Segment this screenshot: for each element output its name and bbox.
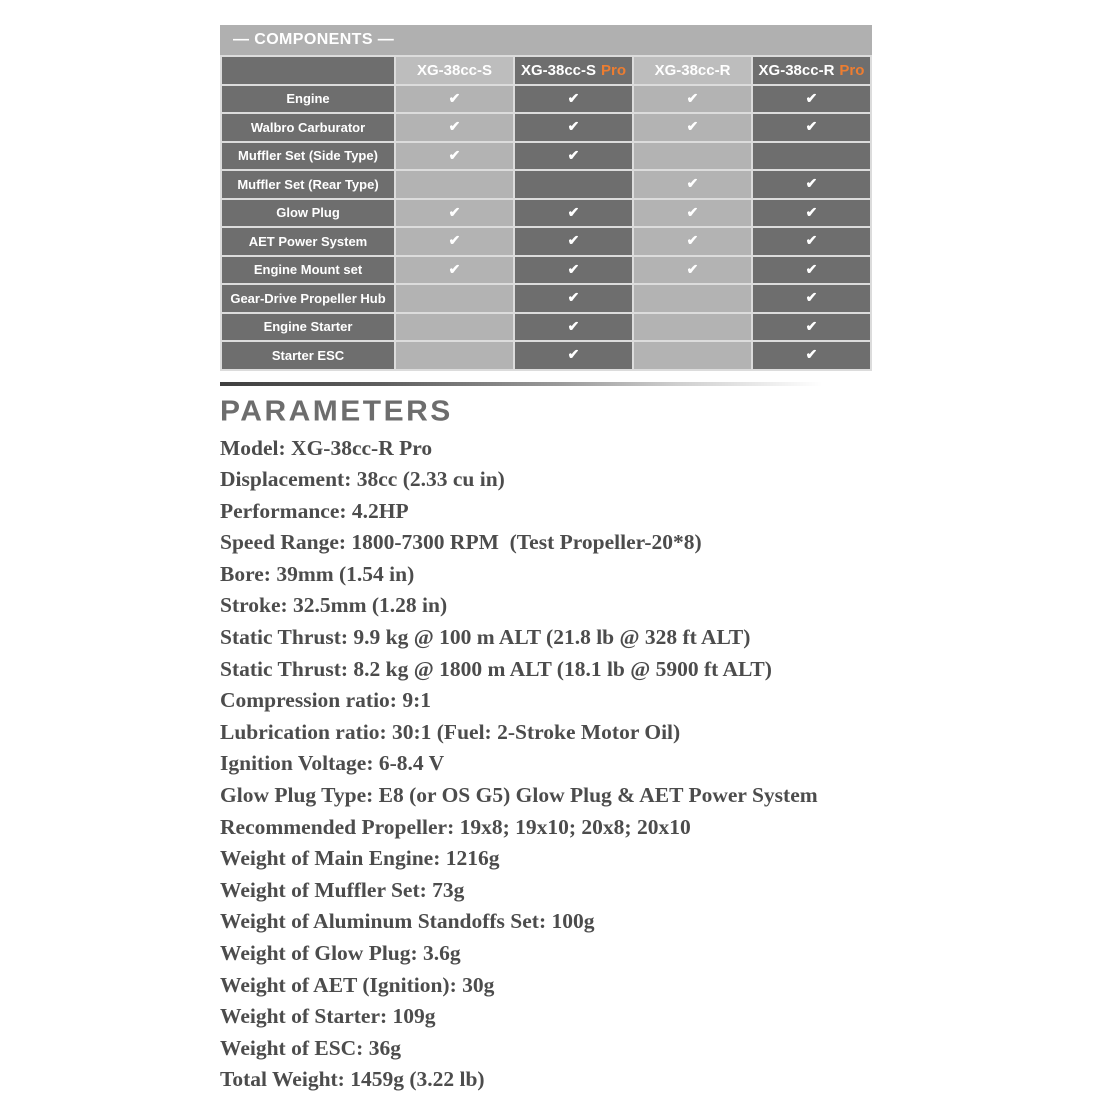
check-icon: ✔ [805,289,818,306]
component-row [222,228,870,255]
check-icon: ✔ [805,260,818,277]
check-icon: ✔ [567,118,580,135]
component-row-label: Engine [222,86,394,113]
component-row-label: Muffler Set (Side Type) [222,143,394,170]
column-header-name: XG-38cc-R [654,61,731,79]
component-check-cell [634,228,751,255]
check-icon: ✔ [567,289,580,306]
components-title-band [220,25,872,55]
component-check-cell [634,171,751,198]
parameter-line: Performance: 4.2HP [220,498,409,523]
component-check-cell [515,171,632,198]
component-check-cell [515,257,632,284]
component-check-cell [634,86,751,113]
parameter-line: Weight of Glow Plug: 3.6g [220,941,461,965]
component-row-label: Walbro Carburator [222,114,394,141]
component-check-cell [396,314,513,341]
check-icon: ✔ [567,89,580,106]
component-check-cell [515,143,632,170]
parameter-line: Total Weight: 1459g (3.22 lb) [220,1067,485,1092]
check-icon: ✔ [567,260,580,277]
column-header-pro-badge: Pro [839,61,865,79]
parameter-line: Bore: 39mm (1.54 in) [220,561,415,586]
component-check-cell [396,200,513,227]
parameter-line: Weight of AET (Ignition): 30g [220,972,495,997]
check-icon: ✔ [686,260,699,277]
component-row-label: AET Power System [222,228,394,255]
component-check-cell [753,342,870,369]
check-icon: ✔ [567,203,580,220]
column-header-name: XG-38cc-S [416,61,493,79]
check-icon: ✔ [448,146,461,163]
component-row [222,143,870,170]
section-divider [220,382,875,386]
column-header [634,57,751,84]
component-check-cell [634,285,751,312]
check-icon: ✔ [805,346,818,363]
component-check-cell [753,285,870,312]
component-check-cell [396,143,513,170]
parameter-line: Displacement: 38cc (2.33 cu in) [220,467,505,492]
column-header-name: XG-38cc-S [520,61,597,79]
check-icon: ✔ [686,89,699,106]
component-check-cell [396,342,513,369]
component-row [222,86,870,113]
component-row-label: Muffler Set (Rear Type) [222,171,394,198]
component-row-label: Engine Starter [222,314,394,341]
check-icon: ✔ [686,232,699,249]
column-header-pro-badge: Pro [601,61,627,79]
component-check-cell [515,114,632,141]
check-icon: ✔ [805,89,818,106]
component-check-cell [396,86,513,113]
parameter-line: Ignition Voltage: 6-8.4 V [220,751,445,776]
component-check-cell [396,114,513,141]
check-icon: ✔ [805,317,818,334]
parameter-line: Speed Range: 1800-7300 RPM (Test Propeller-20*8) [220,530,702,555]
column-header [515,57,632,84]
component-check-cell [634,257,751,284]
parameter-line: Compression ratio: 9:1 [220,688,432,713]
check-icon: ✔ [805,118,818,135]
component-check-cell [634,143,751,170]
check-icon: ✔ [805,175,818,192]
parameter-line: Weight of Aluminum Standoffs Set: 100g [220,909,595,934]
check-icon: ✔ [805,203,818,220]
column-header [753,57,870,84]
component-check-cell [634,114,751,141]
parameter-line: Glow Plug Type: E8 (or OS G5) Glow Plug & AET Power System [220,783,818,808]
parameter-line: Lubrication ratio: 30:1 (Fuel: 2-Stroke Motor Oil) [220,719,681,744]
check-icon: ✔ [686,203,699,220]
check-icon: ✔ [567,146,580,163]
component-check-cell [515,314,632,341]
component-row-label: Engine Mount set [222,257,394,284]
parameter-line: Static Thrust: 8.2 kg @ 1800 m ALT (18.1 lb @ 5900 ft ALT) [220,656,772,681]
check-icon: ✔ [448,232,461,249]
component-check-cell [753,314,870,341]
component-check-cell [753,114,870,141]
check-icon: ✔ [567,317,580,334]
component-check-cell [515,228,632,255]
parameters-list [220,433,1100,1096]
parameter-line: Recommended Propeller: 19x8; 19x10; 20x8; 20x10 [220,814,691,839]
component-check-cell [634,200,751,227]
component-check-cell [753,228,870,255]
components-header-row [222,57,870,84]
component-check-cell [753,200,870,227]
component-check-cell [396,285,513,312]
parameter-line: Static Thrust: 9.9 kg @ 100 m ALT (21.8 lb @ 328 ft ALT) [220,625,751,650]
component-check-cell [753,143,870,170]
component-row [222,342,870,369]
parameter-line: Stroke: 32.5mm (1.28 in) [220,593,448,618]
components-header-corner-cell [222,57,394,84]
column-header [396,57,513,84]
component-check-cell [753,86,870,113]
check-icon: ✔ [567,346,580,363]
component-check-cell [753,171,870,198]
component-row [222,114,870,141]
parameter-line: Weight of Starter: 109g [220,1004,436,1029]
component-check-cell [396,171,513,198]
components-table [220,55,872,371]
check-icon: ✔ [567,232,580,249]
check-icon: ✔ [686,175,699,192]
component-check-cell [515,86,632,113]
components-title: — COMPONENTS — [233,31,395,48]
component-check-cell [515,342,632,369]
component-row [222,257,870,284]
component-row [222,171,870,198]
parameter-line: Weight of ESC: 36g [220,1035,401,1060]
parameter-line: Model: XG-38cc-R Pro [220,435,433,460]
component-check-cell [515,285,632,312]
component-row [222,314,870,341]
component-check-cell [396,228,513,255]
component-row-label: Glow Plug [222,200,394,227]
check-icon: ✔ [805,232,818,249]
check-icon: ✔ [448,118,461,135]
check-icon: ✔ [448,203,461,220]
component-check-cell [396,257,513,284]
component-check-cell [634,342,751,369]
column-header-name: XG-38cc-R [758,61,835,79]
component-row-label: Starter ESC [222,342,394,369]
component-check-cell [634,314,751,341]
parameters-title: PARAMETERS [220,395,453,427]
component-row [222,285,870,312]
check-icon: ✔ [448,260,461,277]
component-row-label: Gear-Drive Propeller Hub [222,285,394,312]
parameter-line: Weight of Muffler Set: 73g [220,877,465,902]
parameter-line: Weight of Main Engine: 1216g [220,846,500,871]
component-check-cell [753,257,870,284]
check-icon: ✔ [686,118,699,135]
check-icon: ✔ [448,89,461,106]
component-check-cell [515,200,632,227]
component-row [222,200,870,227]
